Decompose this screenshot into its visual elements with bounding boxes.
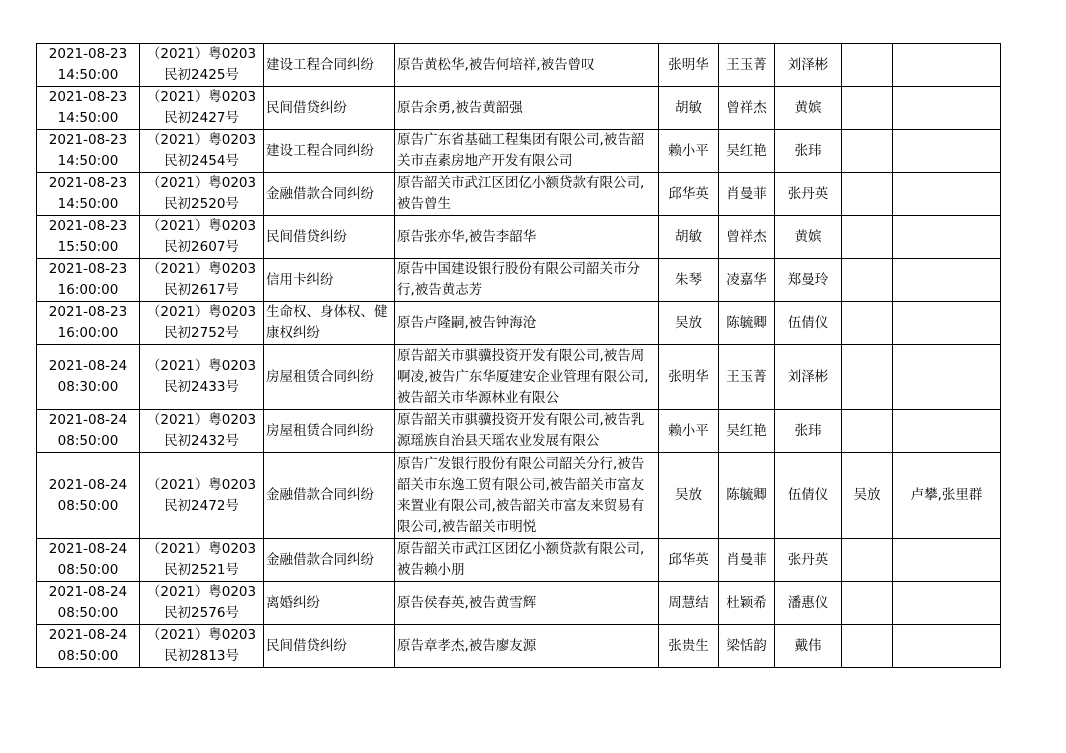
presiding-judge-cell: 赖小平: [659, 410, 719, 453]
case-number-suffix: 民初2427号: [164, 110, 239, 126]
extra-judge-cell: 吴放: [842, 453, 893, 539]
table-row: [37, 625, 1001, 668]
hearing-date: 2021-08-24: [48, 541, 128, 557]
table-row: [37, 453, 1001, 539]
hearing-clock: 08:50:00: [57, 605, 119, 621]
parties-cell: 原告广东省基础工程集团有限公司,被告韶关市壵素房地产开发有限公司: [395, 130, 659, 173]
clerk-cell: 黄嫔: [775, 216, 842, 259]
hearing-clock: 14:50:00: [57, 153, 119, 169]
hearing-clock: 14:50:00: [57, 67, 119, 83]
extra-members-cell: [893, 625, 1001, 668]
case-number-prefix: （2021）粤0203: [146, 46, 257, 62]
case-cause-cell: 生命权、身体权、健康权纠纷: [264, 302, 395, 345]
clerk-cell: 刘泽彬: [775, 345, 842, 410]
case-number-cell: [140, 345, 264, 410]
clerk-cell: 张丹英: [775, 173, 842, 216]
parties-cell: 原告广发银行股份有限公司韶关分行,被告韶关市东逸工贸有限公司,被告韶关市富友来置业有限公司,被告韶关市富友来贸易有限公司,被告韶关市明悦: [395, 453, 659, 539]
parties-cell: 原告侯春英,被告黄雪辉: [395, 582, 659, 625]
extra-members-cell: [893, 345, 1001, 410]
extra-judge-cell: [842, 582, 893, 625]
hearing-clock: 08:50:00: [57, 433, 119, 449]
case-number-suffix: 民初2520号: [164, 196, 239, 212]
table-row: [37, 539, 1001, 582]
case-number-prefix: （2021）粤0203: [146, 304, 257, 320]
presiding-judge-cell: 张明华: [659, 44, 719, 87]
case-number-prefix: （2021）粤0203: [146, 412, 257, 428]
table-row: [37, 582, 1001, 625]
extra-members-cell: [893, 582, 1001, 625]
clerk-cell: 刘泽彬: [775, 44, 842, 87]
case-number-suffix: 民初2607号: [164, 239, 239, 255]
hearing-schedule-table: [36, 43, 1001, 668]
hearing-time-cell: [37, 173, 140, 216]
hearing-time-cell: [37, 453, 140, 539]
hearing-date: 2021-08-23: [48, 46, 128, 62]
clerk-cell: 潘惠仪: [775, 582, 842, 625]
case-number-prefix: （2021）粤0203: [146, 261, 257, 277]
hearing-time-cell: [37, 345, 140, 410]
presiding-judge-cell: 赖小平: [659, 130, 719, 173]
parties-cell: 原告韶关市武江区团亿小额贷款有限公司,被告曾生: [395, 173, 659, 216]
hearing-clock: 16:00:00: [57, 282, 119, 298]
case-number-suffix: 民初2752号: [164, 325, 239, 341]
hearing-date: 2021-08-24: [48, 584, 128, 600]
table-row: [37, 259, 1001, 302]
extra-members-cell: [893, 216, 1001, 259]
case-number-prefix: （2021）粤0203: [146, 584, 257, 600]
extra-members-cell: [893, 87, 1001, 130]
case-number-suffix: 民初2433号: [164, 379, 239, 395]
case-number-cell: [140, 44, 264, 87]
hearing-date: 2021-08-24: [48, 476, 128, 493]
hearing-date: 2021-08-23: [48, 175, 128, 191]
extra-members-cell: [893, 539, 1001, 582]
parties-cell: 原告韶关市骐骥投资开发有限公司,被告周啊凌,被告广东华厦建安企业管理有限公司,被告韶关市华源林业有限公: [395, 345, 659, 410]
parties-cell: 原告中国建设银行股份有限公司韶关市分行,被告黄志芳: [395, 259, 659, 302]
case-number-prefix: （2021）粤0203: [146, 175, 257, 191]
panel-member-cell: 陈毓卿: [719, 302, 775, 345]
case-number-prefix: （2021）粤0203: [146, 627, 257, 643]
extra-judge-cell: [842, 539, 893, 582]
parties-cell: 原告韶关市骐骥投资开发有限公司,被告乳源瑶族自治县天瑶农业发展有限公: [395, 410, 659, 453]
case-cause-cell: 信用卡纠纷: [264, 259, 395, 302]
presiding-judge-cell: 邱华英: [659, 173, 719, 216]
clerk-cell: 张玮: [775, 410, 842, 453]
clerk-cell: 张玮: [775, 130, 842, 173]
hearing-clock: 16:00:00: [57, 325, 119, 341]
case-number-prefix: （2021）粤0203: [146, 218, 257, 234]
case-number-cell: [140, 130, 264, 173]
clerk-cell: 伍倩仪: [775, 302, 842, 345]
presiding-judge-cell: 吴放: [659, 302, 719, 345]
hearing-time-cell: [37, 582, 140, 625]
case-number-cell: [140, 216, 264, 259]
clerk-cell: 张丹英: [775, 539, 842, 582]
case-number-cell: [140, 173, 264, 216]
table-row: [37, 410, 1001, 453]
case-number-prefix: （2021）粤0203: [146, 89, 257, 105]
case-cause-cell: 建设工程合同纠纷: [264, 44, 395, 87]
case-number-cell: [140, 582, 264, 625]
extra-judge-cell: [842, 173, 893, 216]
presiding-judge-cell: 张明华: [659, 345, 719, 410]
case-number-suffix: 民初2576号: [164, 605, 239, 621]
hearing-clock: 14:50:00: [57, 196, 119, 212]
table-row: [37, 302, 1001, 345]
case-cause-cell: 房屋租赁合同纠纷: [264, 345, 395, 410]
hearing-date: 2021-08-23: [48, 261, 128, 277]
extra-members-cell: [893, 259, 1001, 302]
extra-members-cell: [893, 44, 1001, 87]
table-row: [37, 173, 1001, 216]
panel-member-cell: 凌嘉华: [719, 259, 775, 302]
table-row: [37, 130, 1001, 173]
presiding-judge-cell: 吴放: [659, 453, 719, 539]
hearing-date: 2021-08-24: [48, 412, 128, 428]
extra-members-cell: [893, 130, 1001, 173]
panel-member-cell: 杜颖希: [719, 582, 775, 625]
hearing-date: 2021-08-23: [48, 89, 128, 105]
schedule-body: [37, 44, 1001, 668]
case-cause-cell: 金融借款合同纠纷: [264, 173, 395, 216]
extra-members-cell: 卢攀,张里群: [893, 453, 1001, 539]
case-cause-cell: 离婚纠纷: [264, 582, 395, 625]
hearing-time-cell: [37, 216, 140, 259]
clerk-cell: 郑曼玲: [775, 259, 842, 302]
hearing-date: 2021-08-24: [48, 627, 128, 643]
extra-judge-cell: [842, 130, 893, 173]
hearing-clock: 08:30:00: [57, 379, 119, 395]
case-cause-cell: 建设工程合同纠纷: [264, 130, 395, 173]
parties-cell: 原告卢隆嗣,被告钟海沧: [395, 302, 659, 345]
hearing-date: 2021-08-23: [48, 132, 128, 148]
panel-member-cell: 梁恬韵: [719, 625, 775, 668]
case-number-suffix: 民初2454号: [164, 153, 239, 169]
extra-judge-cell: [842, 87, 893, 130]
case-number-cell: [140, 259, 264, 302]
case-number-cell: [140, 302, 264, 345]
panel-member-cell: 吴红艳: [719, 130, 775, 173]
panel-member-cell: 陈毓卿: [719, 453, 775, 539]
hearing-date: 2021-08-23: [48, 304, 128, 320]
panel-member-cell: 王玉菁: [719, 44, 775, 87]
hearing-time-cell: [37, 625, 140, 668]
case-number-cell: [140, 453, 264, 539]
extra-members-cell: [893, 410, 1001, 453]
extra-members-cell: [893, 173, 1001, 216]
case-number-suffix: 民初2521号: [164, 562, 239, 578]
panel-member-cell: 曾祥杰: [719, 87, 775, 130]
hearing-date: 2021-08-23: [48, 218, 128, 234]
case-number-suffix: 民初2472号: [164, 497, 239, 514]
panel-member-cell: 王玉菁: [719, 345, 775, 410]
clerk-cell: 伍倩仪: [775, 453, 842, 539]
table-row: [37, 44, 1001, 87]
parties-cell: 原告张亦华,被告李韶华: [395, 216, 659, 259]
parties-cell: 原告韶关市武江区团亿小额贷款有限公司,被告赖小朋: [395, 539, 659, 582]
panel-member-cell: 吴红艳: [719, 410, 775, 453]
extra-judge-cell: [842, 302, 893, 345]
hearing-clock: 15:50:00: [57, 239, 119, 255]
parties-cell: 原告余勇,被告黄韶强: [395, 87, 659, 130]
case-cause-cell: 金融借款合同纠纷: [264, 453, 395, 539]
case-number-cell: [140, 410, 264, 453]
case-cause-cell: 民间借贷纠纷: [264, 216, 395, 259]
case-number-prefix: （2021）粤0203: [146, 476, 257, 493]
hearing-clock: 08:50:00: [57, 648, 119, 664]
case-number-suffix: 民初2425号: [164, 67, 239, 83]
table-row: [37, 345, 1001, 410]
case-number-prefix: （2021）粤0203: [146, 358, 257, 374]
hearing-clock: 14:50:00: [57, 110, 119, 126]
panel-member-cell: 肖曼菲: [719, 173, 775, 216]
extra-judge-cell: [842, 345, 893, 410]
hearing-time-cell: [37, 87, 140, 130]
case-number-suffix: 民初2432号: [164, 433, 239, 449]
extra-judge-cell: [842, 410, 893, 453]
extra-members-cell: [893, 302, 1001, 345]
presiding-judge-cell: 张贵生: [659, 625, 719, 668]
clerk-cell: 戴伟: [775, 625, 842, 668]
case-number-suffix: 民初2813号: [164, 648, 239, 664]
panel-member-cell: 肖曼菲: [719, 539, 775, 582]
hearing-time-cell: [37, 539, 140, 582]
parties-cell: 原告黄松华,被告何培祥,被告曾叹: [395, 44, 659, 87]
case-number-cell: [140, 87, 264, 130]
hearing-clock: 08:50:00: [57, 562, 119, 578]
extra-judge-cell: [842, 216, 893, 259]
hearing-time-cell: [37, 410, 140, 453]
hearing-date: 2021-08-24: [48, 358, 128, 374]
case-cause-cell: 民间借贷纠纷: [264, 625, 395, 668]
hearing-time-cell: [37, 44, 140, 87]
hearing-clock: 08:50:00: [57, 497, 119, 514]
presiding-judge-cell: 胡敏: [659, 216, 719, 259]
extra-judge-cell: [842, 259, 893, 302]
hearing-time-cell: [37, 302, 140, 345]
presiding-judge-cell: 朱琴: [659, 259, 719, 302]
presiding-judge-cell: 胡敏: [659, 87, 719, 130]
case-number-cell: [140, 539, 264, 582]
presiding-judge-cell: 邱华英: [659, 539, 719, 582]
hearing-time-cell: [37, 130, 140, 173]
case-number-prefix: （2021）粤0203: [146, 541, 257, 557]
case-number-cell: [140, 625, 264, 668]
extra-judge-cell: [842, 625, 893, 668]
table-row: [37, 87, 1001, 130]
case-number-suffix: 民初2617号: [164, 282, 239, 298]
case-number-prefix: （2021）粤0203: [146, 132, 257, 148]
clerk-cell: 黄嫔: [775, 87, 842, 130]
case-cause-cell: 民间借贷纠纷: [264, 87, 395, 130]
table-row: [37, 216, 1001, 259]
parties-cell: 原告章孝杰,被告廖友源: [395, 625, 659, 668]
hearing-time-cell: [37, 259, 140, 302]
panel-member-cell: 曾祥杰: [719, 216, 775, 259]
extra-judge-cell: [842, 44, 893, 87]
case-cause-cell: 金融借款合同纠纷: [264, 539, 395, 582]
case-cause-cell: 房屋租赁合同纠纷: [264, 410, 395, 453]
presiding-judge-cell: 周慧结: [659, 582, 719, 625]
